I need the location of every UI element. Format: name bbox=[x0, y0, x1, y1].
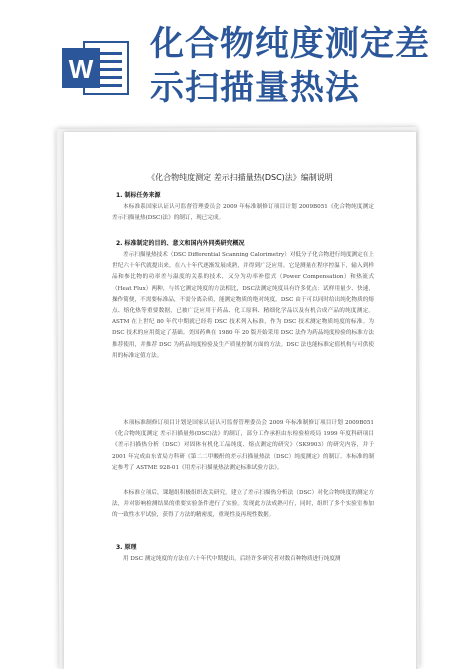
word-document-icon bbox=[60, 38, 132, 98]
header-banner bbox=[0, 0, 474, 120]
paragraph-5: 用 DSC 测定纯度的方法在六十年代中期提出，后经许多研究者对数百种物质进行纯度测 bbox=[123, 556, 341, 562]
section-heading-1: 1. 制标任务来源 bbox=[116, 192, 161, 199]
paragraph-4: 本标准立项后，课题组积极组织改关研究，建立了差示扫描热分析法（DSC）对化合物纯度的测定方法，并对影响检测结果的重要实验条件进行了实验。发现此方法成熟可行，同时，组织了多个实验室参加的一致性水平试验，获得了方法的精密度，重现性及再现性数据。 bbox=[112, 490, 374, 519]
paragraph-3: 本项标准制修订项目计划是国家认证认可监督管理委员会 2009 年标准制修订项目计划 2009B051《化合物纯度测定 差示扫描量热(DSC)法》的制订，部分工作承担由东检验检疫局 1999 年度科研项目《差示扫描热分析（DSC）对固体有机化工品纯度、熔点测定的研究》（SK9903）的研究内容，并于 2001 年完成由东省局方科研《第二二甲酸酐的差示扫描量热法（DSC）纯度测定》的制订。本标准的制定参考了 ASTME 928-01《用差示扫描量热法测定标准试验方法》。 bbox=[112, 420, 374, 471]
section-heading-3: 3. 原理 bbox=[116, 544, 137, 551]
title-line-2: 示扫描量热法 bbox=[150, 68, 360, 108]
document-page bbox=[64, 132, 416, 669]
section-heading-2: 2. 标准制定的目的、意义和国内外同类研究概况 bbox=[116, 240, 245, 247]
page-title bbox=[150, 22, 450, 110]
svg-text:W: W bbox=[68, 54, 94, 84]
paragraph-1: 本标准系国家认证认可监督管理委员会 2009 年标准制修订项目计划 2009B051《化合物纯度测定 差示扫描量热(DSC)法》的制订，现已完成。 bbox=[112, 204, 374, 222]
paragraph-2: 差示扫描量热技术（DSC Differential Scanning Calorimetry）对低分子化合物进行纯度测定在上世纪六十年代就提出来，在八十年代逐渐发展成熟，并得到广泛应用。它是测量在程序控温下，输入到样品和参比物的功率差与温度的关系的技术，又分为功率补偿式（Power Compensation）和热流式（Heat Flux）两种，与其它测定纯度的方法相比，DSC法测定纯度具有许多优点：试样用量少、快速，操作简便，不需要标准品，不需分离杂质，能测定物质的绝对纯度。DSC 由于可以同时给出纯化物质的熔点、熔化热等重要数据，已被广泛应用于药品、化工原料、精细化学品以及有机合成产品的纯度测定。ASTM 在上世纪 80 年代中期就已经将 DSC 技术列入标准，作为 DSC 技术测定物质纯度的标准。为 DSC 技术的应用奠定了基础。美国药典在 1980 年 20 版开始采用 DSC 法作为药品纯度检验的标准方法推荐使用，并推荐 DSC 为药品纯度检验及生产质量控制方面的方法。DSC 法也能标准定值机构与可供使用的标准定值方法。 bbox=[112, 252, 374, 359]
document-title: 《化合物纯度测定 差示扫描量热(DSC)法》编制说明 bbox=[147, 173, 333, 182]
title-line-1: 化合物纯度测定差 bbox=[150, 24, 430, 64]
